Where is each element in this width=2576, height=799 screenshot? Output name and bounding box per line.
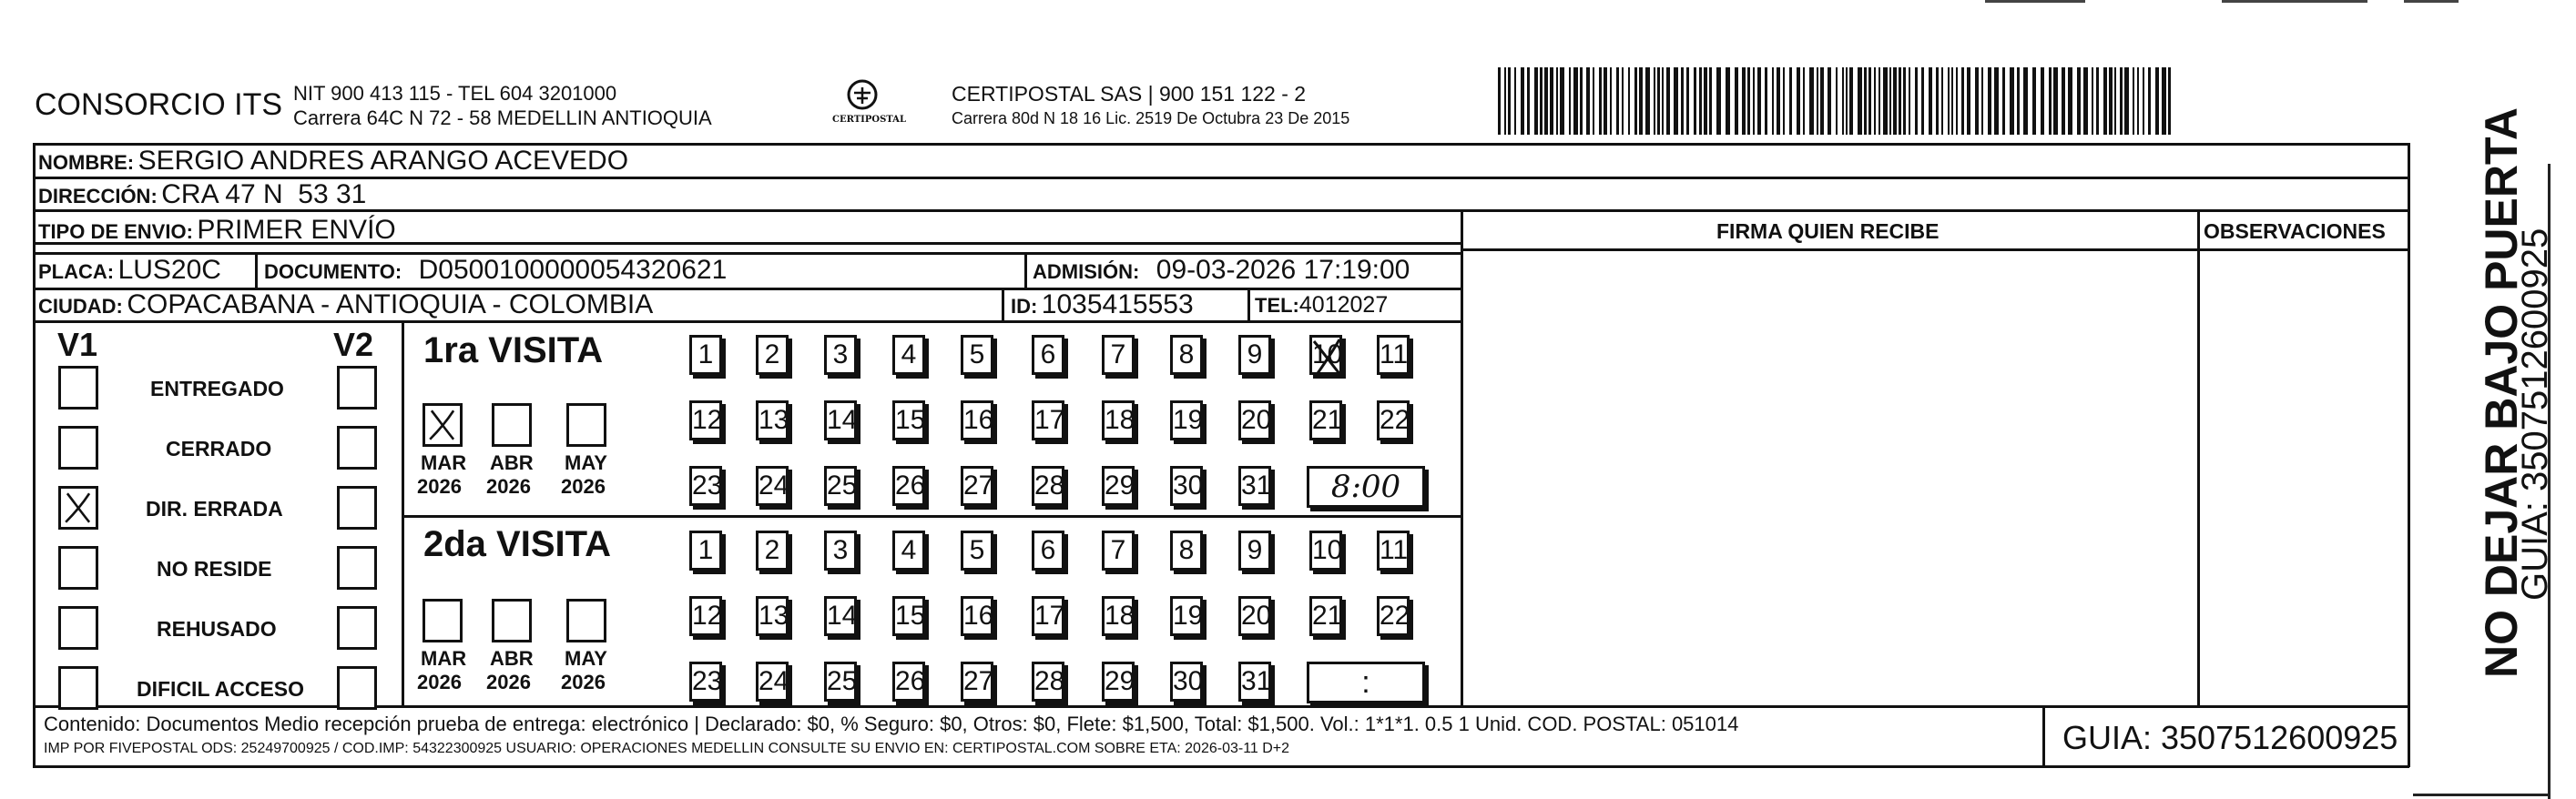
barcode-bar — [1639, 67, 1643, 135]
visit2-time-value: : — [1361, 665, 1370, 700]
barcode-bar — [1735, 67, 1738, 135]
ciudad-cell: CIUDAD: COPACABANA - ANTIOQUIA - COLOMBIA — [38, 289, 654, 319]
visit1-day-box[interactable]: 20 — [1238, 400, 1271, 440]
visit1-day-box[interactable]: 22 — [1377, 400, 1410, 440]
barcode-bar — [2017, 67, 2020, 135]
barcode-bar — [1560, 67, 1564, 135]
visit1-year-label: 2026 — [417, 475, 462, 498]
visit2-day-box[interactable]: 1 — [689, 531, 722, 571]
visit1-month-label: MAR — [421, 451, 467, 474]
visit2-day-box[interactable]: 13 — [756, 596, 789, 636]
visit2-day-box[interactable]: 3 — [824, 531, 857, 571]
barcode-bar — [1747, 67, 1750, 135]
barcode-bar — [1686, 67, 1689, 135]
barcode-bar — [1836, 67, 1838, 135]
barcode-bar — [1961, 67, 1964, 135]
visit1-day-box[interactable]: 5 — [961, 335, 993, 375]
barcode-bar — [1777, 67, 1780, 135]
visit1-day-box[interactable]: 23 — [689, 466, 722, 506]
barcode-bar — [2143, 67, 2144, 135]
barcode-bar — [2083, 67, 2088, 135]
barcode-bar — [2168, 67, 2171, 135]
visit2-day-box[interactable]: 26 — [892, 662, 925, 702]
barcode-bar — [1988, 67, 1991, 135]
barcode-bar — [1951, 67, 1953, 135]
barcode-bar — [2162, 67, 2166, 135]
visit2-day-box[interactable]: 9 — [1238, 531, 1271, 571]
nombre-row: NOMBRE: SERGIO ANDRES ARANGO ACEVEDO — [38, 146, 629, 176]
barcode-bar — [1556, 67, 1558, 135]
visit2-day-box[interactable]: 25 — [824, 662, 857, 702]
v1-checkbox[interactable] — [58, 666, 98, 710]
scan-mark — [1985, 0, 2085, 3]
barcode-bar — [1929, 67, 1932, 135]
barcode-bar — [1956, 67, 1958, 135]
visit2-day-box[interactable]: 29 — [1102, 662, 1135, 702]
barcode-bar — [1586, 67, 1590, 135]
placa-cell: PLACA: LUS20C — [38, 255, 221, 285]
barcode-bar — [1772, 67, 1774, 135]
visit1-day-box[interactable]: 24 — [756, 466, 789, 506]
visit1-day-box[interactable]: 27 — [961, 466, 993, 506]
visit2-month-checkbox[interactable] — [566, 599, 606, 642]
v1-checkbox[interactable] — [58, 486, 98, 530]
barcode-bar — [1674, 67, 1678, 135]
visit1-day-box[interactable]: 29 — [1102, 466, 1135, 506]
visit1-day-box[interactable]: 31 — [1238, 466, 1271, 506]
barcode-bar — [1599, 67, 1602, 135]
visit1-day-box[interactable]: 28 — [1032, 466, 1064, 506]
barcode-bar — [2023, 67, 2028, 135]
visit1-day-box[interactable]: 18 — [1102, 400, 1135, 440]
barcode-bar — [1508, 67, 1511, 135]
visit1-day-box[interactable]: 6 — [1032, 335, 1064, 375]
company-line-2: Carrera 64C N 72 - 58 MEDELLIN ANTIOQUIA — [293, 106, 712, 129]
visit2-day-box[interactable]: 15 — [892, 596, 925, 636]
v2-header: V2 — [333, 326, 374, 363]
barcode-bar — [1709, 67, 1712, 135]
visit2-month-label: MAY — [565, 647, 607, 670]
barcode-bar — [2062, 67, 2065, 135]
barcode-bar — [2053, 67, 2058, 135]
visit1-day-box[interactable]: 30 — [1170, 466, 1203, 506]
tipo-envio: PRIMER ENVÍO — [197, 215, 396, 245]
barcode-bar — [2103, 67, 2107, 135]
barcode-bar — [2148, 67, 2151, 135]
v2-checkbox[interactable] — [337, 486, 377, 530]
barcode-bar — [1742, 67, 1746, 135]
barcode-bar — [1704, 67, 1707, 135]
visit1-day-box[interactable] — [1309, 335, 1342, 375]
barcode-bar — [1757, 67, 1761, 135]
barcode-bar — [1765, 67, 1767, 135]
barcode-bar — [2109, 67, 2113, 135]
visit2-day-box[interactable]: 12 — [689, 596, 722, 636]
barcode-bar — [1874, 67, 1876, 135]
visit2-day-box[interactable]: 18 — [1102, 596, 1135, 636]
visit2-day-box[interactable]: 17 — [1032, 596, 1064, 636]
barcode-bar — [1783, 67, 1785, 135]
barcode-bar — [1899, 67, 1901, 135]
barcode-bar — [1849, 67, 1853, 135]
barcode-bar — [1941, 67, 1943, 135]
barcode-bar — [2002, 67, 2005, 135]
visit1-day-box[interactable]: 25 — [824, 466, 857, 506]
tel-cell: TEL:4012027 — [1255, 292, 1389, 318]
status-label: NO RESIDE — [157, 557, 272, 581]
visit1-year-label: 2026 — [561, 475, 606, 498]
visit1-time-box[interactable] — [1307, 466, 1425, 508]
barcode-bar — [1716, 67, 1721, 135]
visit2-time-box[interactable] — [1307, 662, 1425, 703]
firma-header: FIRMA QUIEN RECIBE — [1716, 219, 1940, 243]
barcode-bar — [1981, 67, 1983, 135]
barcode-bar — [1610, 67, 1612, 135]
visit1-day-box[interactable]: 19 — [1170, 400, 1203, 440]
visit2-day-box[interactable]: 27 — [961, 662, 993, 702]
no-dejar-bajo-puerta: NO DEJAR BAJO PUERTA — [2476, 107, 2527, 678]
barcode-bar — [1573, 67, 1578, 135]
visit2-day-box[interactable]: 4 — [892, 531, 925, 571]
observaciones-header: OBSERVACIONES — [2204, 219, 2386, 243]
visit1-day-box[interactable]: 14 — [824, 400, 857, 440]
documento-value: D0500100000054320621 — [418, 255, 728, 285]
barcode-bar — [1803, 67, 1805, 135]
v2-checkbox[interactable] — [337, 546, 377, 590]
visit1-day-box[interactable]: 12 — [689, 400, 722, 440]
documento-cell: DOCUMENTO: D0500100000054320621 — [264, 255, 728, 285]
visit2-day-box[interactable]: 8 — [1170, 531, 1203, 571]
v1-checkbox[interactable] — [58, 426, 98, 470]
barcode-bar — [1936, 67, 1939, 135]
visit2-day-box[interactable]: 21 — [1309, 596, 1342, 636]
barcode-bar — [1628, 67, 1630, 135]
v1-checkbox[interactable] — [58, 366, 98, 410]
barcode-bar — [2077, 67, 2081, 135]
barcode-bar — [1797, 67, 1800, 135]
ciudad-value: COPACABANA - ANTIOQUIA - COLOMBIA — [127, 289, 654, 319]
barcode-bar — [1858, 67, 1862, 135]
visit2-day-box[interactable]: 10 — [1309, 531, 1342, 571]
visit1-day-box[interactable]: 11 — [1377, 335, 1410, 375]
barcode-bar — [2049, 67, 2052, 135]
scan-mark — [2222, 0, 2367, 3]
admision-value: 09-03-2026 17:19:00 — [1156, 255, 1410, 285]
barcode-bar — [1893, 67, 1897, 135]
visit1-day-box[interactable]: 8 — [1170, 335, 1203, 375]
barcode-bar — [1809, 67, 1814, 135]
certipostal-logo — [830, 76, 906, 131]
footer-guia: GUIA: 3507512600925 — [2062, 719, 2398, 756]
barcode-bar — [1654, 67, 1655, 135]
barcode-bar — [1544, 67, 1548, 135]
visit2-month-checkbox[interactable] — [492, 599, 532, 642]
barcode-bar — [1593, 67, 1594, 135]
visit1-day-box[interactable]: 4 — [892, 335, 925, 375]
status-label: DIR. ERRADA — [146, 497, 283, 521]
barcode-bar — [1789, 67, 1792, 135]
visit1-day-box[interactable]: 2 — [756, 335, 789, 375]
status-label: CERRADO — [166, 437, 272, 460]
visit1-month-checkbox[interactable] — [423, 403, 463, 447]
barcode-bar — [1681, 67, 1684, 135]
footer-print-line: IMP POR FIVEPOSTAL ODS: 25249700925 / COD.IMP: 54322300925 USUARIO: OPERACIONES MEDELLIN CONSULTE SU ENVIO EN: CERTIPOSTAL.COM SOBRE ETA: 2026-03-11 D+2 — [44, 741, 1290, 756]
barcode-bar — [2114, 67, 2116, 135]
visit1-time-value: 8:00 — [1330, 469, 1401, 505]
direccion-row: DIRECCIÓN: CRA 47 N 53 31 — [38, 179, 367, 209]
barcode-bar — [1994, 67, 1999, 135]
visit2-day-box[interactable]: 5 — [961, 531, 993, 571]
visit1-month-checkbox[interactable] — [566, 403, 606, 447]
visit2-day-box[interactable]: 2 — [756, 531, 789, 571]
v1-checkbox[interactable] — [58, 606, 98, 650]
visit1-day-box[interactable]: 7 — [1102, 335, 1135, 375]
barcode-bar — [2096, 67, 2099, 135]
barcode-bar — [1657, 67, 1660, 135]
visit1-day-number: 10 — [1312, 339, 1343, 369]
visit2-month-checkbox[interactable] — [423, 599, 463, 642]
barcode-bar — [2133, 67, 2134, 135]
visit1-title: 1ra VISITA — [423, 330, 604, 370]
barcode-bar — [1569, 67, 1571, 135]
logo-text: CERTIPOSTAL — [832, 115, 906, 125]
barcode-bar — [1820, 67, 1824, 135]
tel-value: 4012027 — [1298, 292, 1389, 318]
visit2-day-box[interactable]: 19 — [1170, 596, 1203, 636]
visit2-day-box[interactable]: 24 — [756, 662, 789, 702]
barcode-bar — [1666, 67, 1670, 135]
visit2-day-box[interactable]: 28 — [1032, 662, 1064, 702]
barcode-bar — [1879, 67, 1880, 135]
barcode-bar — [1889, 67, 1891, 135]
carrier-line-1: CERTIPOSTAL SAS | 900 151 122 - 2 — [952, 82, 1307, 106]
barcode-bar — [1846, 67, 1848, 135]
v2-checkbox[interactable] — [337, 606, 377, 650]
barcode-bar — [2032, 67, 2036, 135]
barcode-bar — [1514, 67, 1516, 135]
barcode-bar — [1868, 67, 1871, 135]
visit1-year-label: 2026 — [486, 475, 531, 498]
visit1-month-checkbox[interactable] — [492, 403, 532, 447]
barcode-bar — [1534, 67, 1538, 135]
barcode-bar — [1883, 67, 1888, 135]
visit2-day-box[interactable]: 7 — [1102, 531, 1135, 571]
company-name: CONSORCIO ITS — [35, 87, 283, 122]
barcode-bar — [2041, 67, 2044, 135]
barcode-bar — [1634, 67, 1637, 135]
barcode — [1498, 67, 2176, 135]
barcode-bar — [1616, 67, 1619, 135]
status-label: ENTREGADO — [150, 377, 284, 400]
side-guia: GUIA: 3507512600925 — [2515, 228, 2555, 601]
id-value: 1035415553 — [1041, 289, 1194, 319]
barcode-bar — [1842, 67, 1844, 135]
barcode-bar — [1915, 67, 1918, 135]
barcode-bar — [1504, 67, 1506, 135]
barcode-bar — [1753, 67, 1755, 135]
barcode-bar — [1921, 67, 1924, 135]
v1-checkbox[interactable] — [58, 546, 98, 590]
tipo-envio-row: TIPO DE ENVIO: PRIMER ENVÍO — [38, 215, 396, 245]
visit2-day-box[interactable]: 16 — [961, 596, 993, 636]
barcode-bar — [1622, 67, 1624, 135]
barcode-bar — [1948, 67, 1950, 135]
barcode-bar — [1645, 67, 1650, 135]
barcode-bar — [1604, 67, 1607, 135]
barcode-bar — [1540, 67, 1543, 135]
visit1-day-box[interactable]: 16 — [961, 400, 993, 440]
company-line-1: NIT 900 413 115 - TEL 604 3201000 — [293, 82, 617, 105]
barcode-bar — [1975, 67, 1979, 135]
v2-checkbox[interactable] — [337, 366, 377, 410]
visit2-month-label: MAR — [421, 647, 467, 670]
barcode-bar — [2124, 67, 2129, 135]
visit2-day-box[interactable]: 11 — [1377, 531, 1410, 571]
visit2-day-box[interactable]: 14 — [824, 596, 857, 636]
barcode-bar — [1498, 67, 1501, 135]
barcode-bar — [1828, 67, 1831, 135]
barcode-bar — [1967, 67, 1970, 135]
visit2-year-label: 2026 — [417, 671, 462, 693]
visit1-day-box[interactable]: 15 — [892, 400, 925, 440]
barcode-bar — [2137, 67, 2139, 135]
visit1-month-label: ABR — [490, 451, 534, 474]
visit1-day-box[interactable]: 9 — [1238, 335, 1271, 375]
visit2-day-box[interactable]: 20 — [1238, 596, 1271, 636]
v1-header: V1 — [57, 326, 98, 363]
admision-cell: ADMISIÓN: 09-03-2026 17:19:00 — [1033, 255, 1410, 285]
visit2-day-box[interactable]: 30 — [1170, 662, 1203, 702]
visit1-day-box[interactable]: 17 — [1032, 400, 1064, 440]
recipient-address: CRA 47 N 53 31 — [161, 179, 367, 209]
v2-checkbox[interactable] — [337, 666, 377, 710]
barcode-bar — [2092, 67, 2093, 135]
visit1-day-box[interactable]: 21 — [1309, 400, 1342, 440]
barcode-bar — [1817, 67, 1818, 135]
v2-checkbox[interactable] — [337, 426, 377, 470]
barcode-bar — [1726, 67, 1730, 135]
id-cell: ID: 1035415553 — [1011, 289, 1194, 319]
barcode-bar — [2010, 67, 2014, 135]
recipient-name: SERGIO ANDRES ARANGO ACEVEDO — [137, 146, 629, 176]
visit1-day-box[interactable]: 3 — [824, 335, 857, 375]
visit2-title: 2da VISITA — [423, 524, 611, 564]
barcode-bar — [2120, 67, 2123, 135]
barcode-bar — [1694, 67, 1696, 135]
visit2-day-box[interactable]: 6 — [1032, 531, 1064, 571]
barcode-bar — [1550, 67, 1553, 135]
visit1-day-box[interactable]: 13 — [756, 400, 789, 440]
barcode-bar — [2068, 67, 2072, 135]
scan-mark — [2404, 0, 2459, 3]
visit2-month-label: ABR — [490, 647, 534, 670]
barcode-bar — [1662, 67, 1664, 135]
visit2-day-box[interactable]: 23 — [689, 662, 722, 702]
status-label: DIFICIL ACCESO — [137, 677, 305, 701]
visit2-year-label: 2026 — [561, 671, 606, 693]
status-label: REHUSADO — [157, 617, 277, 641]
barcode-bar — [1903, 67, 1906, 135]
footer-content-line: Contenido: Documentos Medio recepción prueba de entrega: electrónico | Declarado: $0, % Seguro: $0, Otros: $0, Flete: $1,500, Total: $1,500. Vol.: 1*1*1. 0.5 1 Unid. COD. POSTAL: 051014 — [44, 713, 1739, 735]
visit1-day-box[interactable]: 1 — [689, 335, 722, 375]
barcode-bar — [1527, 67, 1530, 135]
barcode-bar — [1521, 67, 1524, 135]
barcode-bar — [1909, 67, 1910, 135]
carrier-line-2: Carrera 80d N 18 16 Lic. 2519 De Octubra 23 De 2015 — [952, 109, 1350, 127]
visit2-day-box[interactable]: 22 — [1377, 596, 1410, 636]
visit1-month-label: MAY — [565, 451, 607, 474]
visit2-day-box[interactable]: 31 — [1238, 662, 1271, 702]
barcode-bar — [1580, 67, 1583, 135]
barcode-bar — [1699, 67, 1702, 135]
visit2-year-label: 2026 — [486, 671, 531, 693]
barcode-bar — [1864, 67, 1867, 135]
placa-value: LUS20C — [117, 255, 221, 285]
visit1-day-box[interactable]: 26 — [892, 466, 925, 506]
barcode-bar — [2155, 67, 2159, 135]
